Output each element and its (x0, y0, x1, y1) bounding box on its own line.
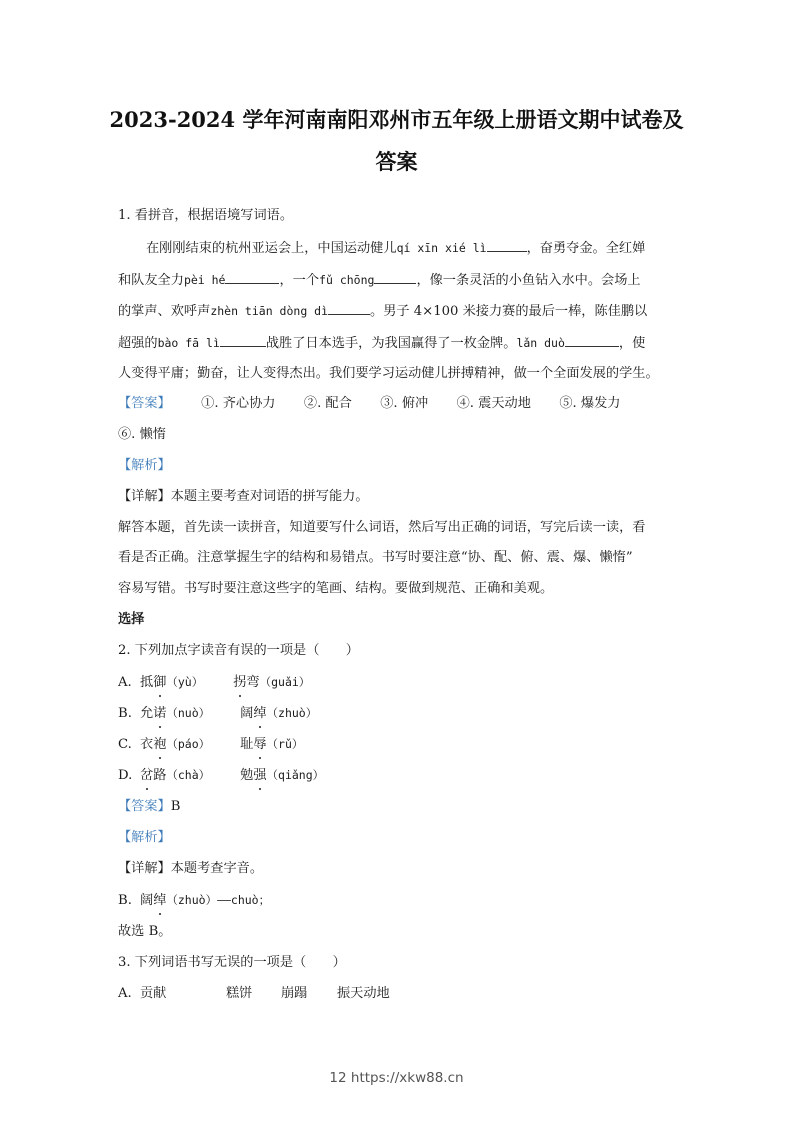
q2-conclusion: 故选 B。 (118, 924, 172, 939)
text: 战胜了日本选手，为我国赢得了一枚金牌。 (265, 336, 517, 351)
q3-stem: 3. 下列词语书写无误的一项是（ ） (118, 955, 346, 970)
option-label: B. (118, 706, 132, 721)
pinyin: （páo） (166, 737, 211, 751)
answer-value: B (170, 799, 181, 814)
q2-option-b[interactable] (118, 703, 678, 724)
section-heading: 选择 (118, 612, 145, 627)
pinyin: pèi hé (183, 273, 226, 287)
q1-answer-row (118, 394, 678, 414)
option-label: A. (118, 986, 132, 1001)
q2-option-d[interactable] (118, 765, 678, 786)
pinyin: bào fā lì (157, 336, 220, 350)
word: 振天动地 (337, 986, 390, 1001)
pinyin: （yù） (166, 675, 204, 689)
q1-explain-1: 解答本题，首先读一读拼音，知道要写什么词语，然后写出正确的词语，写完后读一读，看 (118, 520, 646, 535)
page-footer: 12 https://xkw88.cn (329, 1070, 464, 1086)
dotted-char: 绰 (153, 891, 166, 911)
answer-blank[interactable] (374, 272, 416, 284)
answer-blank[interactable] (225, 272, 279, 284)
text: 在刚刚结束的杭州亚运会上，中国运动健儿 (146, 241, 397, 256)
q1-para-line-5: 人变得平庸；勤奋，让人变得杰出。我们要学习运动健儿拼搏精神，做一个全面发展的学生。 (118, 366, 659, 381)
option-label: C. (118, 737, 132, 752)
detail-text: 本题考查字音。 (170, 861, 264, 876)
q1-stem: 1. 看拼音，根据语境写词语。 (118, 208, 294, 223)
dotted-char: 强 (253, 766, 266, 786)
text: 勉 (240, 768, 254, 783)
answer-blank[interactable] (328, 303, 370, 315)
option-label: D. (118, 768, 133, 783)
detail-tag: 【详解】 (118, 861, 171, 876)
text: ，一个 (279, 273, 320, 288)
word: 贡献 (140, 986, 167, 1001)
pinyin: fǔ chōng (319, 273, 375, 287)
text: 耻 (240, 737, 254, 752)
answer-blank[interactable] (565, 335, 619, 347)
word: 崩蹋 (281, 986, 308, 1001)
pinyin: qí xīn xié lì (396, 241, 487, 255)
q1-analysis-tag: 【解析】 (118, 458, 171, 473)
q1-para-line-2 (118, 270, 678, 291)
text: 路 (153, 768, 167, 783)
pinyin: （zhuò） (266, 706, 318, 720)
title-line-1: 2023-2024 学年河南南阳邓州市五年级上册语文期中试卷及 (109, 107, 684, 132)
title-line-2: 答案 (375, 149, 418, 174)
q1-explain-3: 容易写错。书写时要注意这些字的笔画、结构。要做到规范、正确和美观。 (118, 581, 554, 596)
q1-para-line-1 (146, 238, 706, 259)
text: 阔 (240, 706, 254, 721)
pinyin: （nuò） (166, 706, 211, 720)
q3-option-a[interactable] (118, 984, 678, 1004)
answer-item: ④. 震天动地 (456, 396, 531, 411)
answer-item: ⑤. 爆发力 (559, 396, 621, 411)
q1-para-line-4 (118, 333, 678, 354)
answer-tag: 【答案】 (118, 396, 171, 411)
dotted-char: 诺 (153, 704, 166, 724)
detail-text: 本题主要考查对词语的拼写能力。 (170, 489, 369, 504)
answer-tag: 【答案】 (118, 799, 171, 814)
option-label: B. (118, 893, 132, 908)
pinyin: （chà） (166, 768, 211, 782)
q2-option-a[interactable] (118, 672, 678, 693)
q2-stem: 2. 下列加点字读音有误的一项是（ ） (118, 643, 359, 658)
q2-fix (118, 890, 678, 911)
pinyin: zhèn tiān dòng dì (210, 304, 329, 318)
dotted-char: 绰 (253, 704, 266, 724)
pinyin: （zhuò）——chuò； (166, 893, 271, 907)
detail-tag: 【详解】 (118, 489, 171, 504)
q2-analysis-tag: 【解析】 (118, 830, 171, 845)
pinyin: （rǔ） (266, 737, 304, 751)
option-label: A. (118, 675, 132, 690)
text: ，像一条灵活的小鱼钻入水中。会场上 (416, 273, 641, 288)
text: ，奋勇夺金。全红婵 (526, 241, 646, 256)
answer-blank[interactable] (220, 335, 266, 347)
answer-item: ⑥. 懒惰 (118, 427, 166, 442)
text: 衣 (140, 737, 154, 752)
document-title (100, 99, 693, 183)
pinyin: （qiǎng） (266, 768, 325, 782)
dotted-char: 辱 (253, 735, 266, 755)
text: 弯 (246, 675, 260, 690)
text: 和队友全力 (118, 273, 184, 288)
dotted-char: 拐 (233, 673, 246, 693)
text: 阔 (140, 893, 154, 908)
pinyin: （guǎi） (259, 675, 311, 689)
text: 超强的 (118, 336, 158, 351)
answer-item: ②. 配合 (303, 396, 352, 411)
dotted-char: 御 (153, 673, 166, 693)
answer-blank[interactable] (487, 240, 527, 252)
q1-explain-2: 看是否正确。注意掌握生字的结构和易错点。书写时要注意“协、配、俯、震、爆、懒惰” (118, 550, 633, 565)
dotted-char: 袍 (153, 735, 166, 755)
answer-item: ①. 齐心协力 (201, 396, 276, 411)
q1-answer-row-2 (118, 425, 678, 445)
q2-answer (118, 797, 678, 817)
text: 。男子 4×100 米接力赛的最后一棒，陈佳鹏以 (370, 304, 648, 319)
dotted-char: 岔 (140, 766, 153, 786)
q2-detail (118, 859, 678, 879)
text: 允 (140, 706, 154, 721)
answer-item: ③. 俯冲 (380, 396, 429, 411)
text: 抵 (140, 675, 154, 690)
q1-para-line-3 (118, 301, 678, 322)
text: 的掌声、欢呼声 (118, 304, 211, 319)
q2-option-c[interactable] (118, 734, 678, 755)
q1-detail (118, 487, 678, 507)
text: ，使 (618, 336, 646, 351)
word: 糕饼 (226, 986, 253, 1001)
pinyin: lǎn duò (516, 336, 565, 350)
